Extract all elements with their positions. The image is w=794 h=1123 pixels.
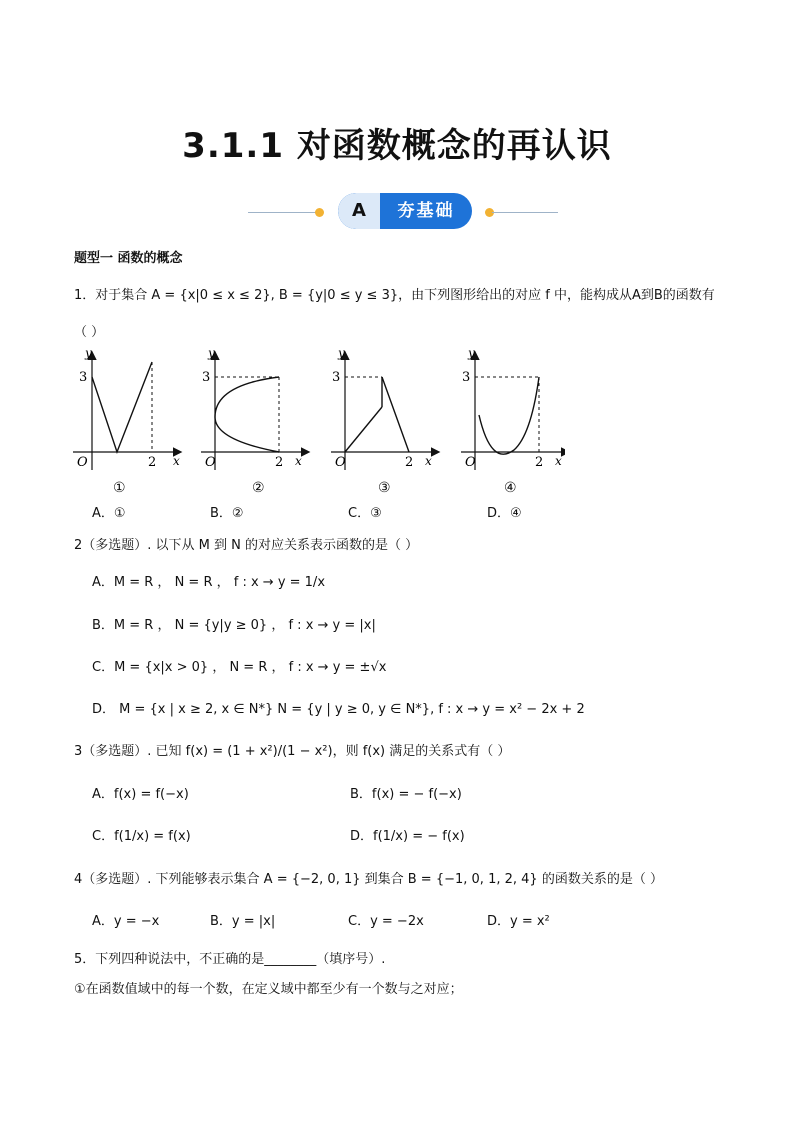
graph-4-two: 2 xyxy=(535,455,544,470)
graph-1-three: 3 xyxy=(79,370,88,385)
graph-4-origin: O xyxy=(465,455,476,470)
q4-option-a: A．y = −x xyxy=(92,914,160,929)
q1-option-d: D．④ xyxy=(487,506,522,521)
graph-2 xyxy=(201,346,308,470)
graph-1 xyxy=(73,346,180,470)
graph-4-y-label: y xyxy=(468,346,475,360)
q1-option-a: A．① xyxy=(92,506,126,521)
graph-2-x-label: x xyxy=(295,454,302,468)
graph-4-three: 3 xyxy=(462,370,471,385)
graph-caption-1: ① xyxy=(113,480,126,496)
graph-3-three: 3 xyxy=(332,370,341,385)
graph-2-origin: O xyxy=(205,455,216,470)
graph-4-x-label: x xyxy=(555,454,562,468)
graph-4 xyxy=(461,346,565,470)
section-badge xyxy=(338,193,472,229)
graph-1-x-label: x xyxy=(173,454,180,468)
q1-graphs xyxy=(65,345,565,475)
q1-option-c: C．③ xyxy=(348,506,382,521)
section-heading: 题型一 函数的概念 xyxy=(74,251,183,266)
badge-left-dot xyxy=(315,208,324,217)
graph-3-y-label: y xyxy=(338,346,345,360)
graph-1-y-label: y xyxy=(85,346,92,360)
graph-2-three: 3 xyxy=(202,370,211,385)
q2-option-c: C．M = {x|x > 0} ， N = R ， f : x → y = ±√x xyxy=(92,660,387,675)
q1-paren: （ ） xyxy=(74,325,105,340)
q1-text: 1．对于集合 A = {x|0 ≤ x ≤ 2}, B = {y|0 ≤ y ≤ 3}，由下列图形给出的对应 f 中，能构成从A到B的函数有 xyxy=(74,288,715,303)
badge-label: 夯基础 xyxy=(397,201,455,221)
q3-text: 3（多选题）. 已知 f(x) = (1 + x²)/(1 − x²)，则 f(x) 满足的关系式有（ ） xyxy=(74,744,511,759)
q5-item-1: ①在函数值域中的每一个数，在定义域中都至少有一个数与之对应； xyxy=(74,982,463,997)
q2-text: 2（多选题）. 以下从 M 到 N 的对应关系表示函数的是（ ） xyxy=(74,538,419,553)
graph-3-x-label: x xyxy=(425,454,432,468)
badge-left-line xyxy=(248,212,318,213)
q4-option-b: B．y = |x| xyxy=(210,914,276,929)
graph-3-origin: O xyxy=(335,455,346,470)
q1-option-b: B．② xyxy=(210,506,244,521)
graph-2-y-label: y xyxy=(208,346,215,360)
graph-1-two: 2 xyxy=(148,455,157,470)
q4-option-c: C．y = −2x xyxy=(348,914,424,929)
q2-option-d: D． M = {x | x ≥ 2, x ∈ N*} N = {y | y ≥ 0, y ∈ N*}, f : x → y = x² − 2x + 2 xyxy=(92,702,585,717)
q3-option-a: A．f(x) = f(−x) xyxy=(92,787,189,802)
badge-letter: A xyxy=(338,193,380,229)
page-title: 3.1.1 对函数概念的再认识 xyxy=(182,126,612,166)
q4-text: 4（多选题）. 下列能够表示集合 A = {−2, 0, 1} 到集合 B = {−1, 0, 1, 2, 4} 的函数关系的是（ ） xyxy=(74,872,663,887)
graph-1-origin: O xyxy=(77,455,88,470)
q3-option-c: C．f(1/x) = f(x) xyxy=(92,829,191,844)
graph-caption-3: ③ xyxy=(378,480,391,496)
q4-option-d: D．y = x² xyxy=(487,914,550,929)
badge-right-line xyxy=(492,212,558,213)
q3-option-b: B．f(x) = − f(−x) xyxy=(350,787,462,802)
q2-option-b: B．M = R ， N = {y|y ≥ 0} ， f : x → y = |x| xyxy=(92,618,376,633)
q2-option-a: A．M = R ， N = R ， f : x → y = 1/x xyxy=(92,575,326,590)
graph-3 xyxy=(331,346,438,470)
graph-caption-2: ② xyxy=(252,480,265,496)
q5-text: 5．下列四种说法中，不正确的是________（填序号）. xyxy=(74,952,386,967)
graph-caption-4: ④ xyxy=(504,480,517,496)
graph-2-two: 2 xyxy=(275,455,284,470)
q3-option-d: D．f(1/x) = − f(x) xyxy=(350,829,465,844)
graph-3-two: 2 xyxy=(405,455,414,470)
